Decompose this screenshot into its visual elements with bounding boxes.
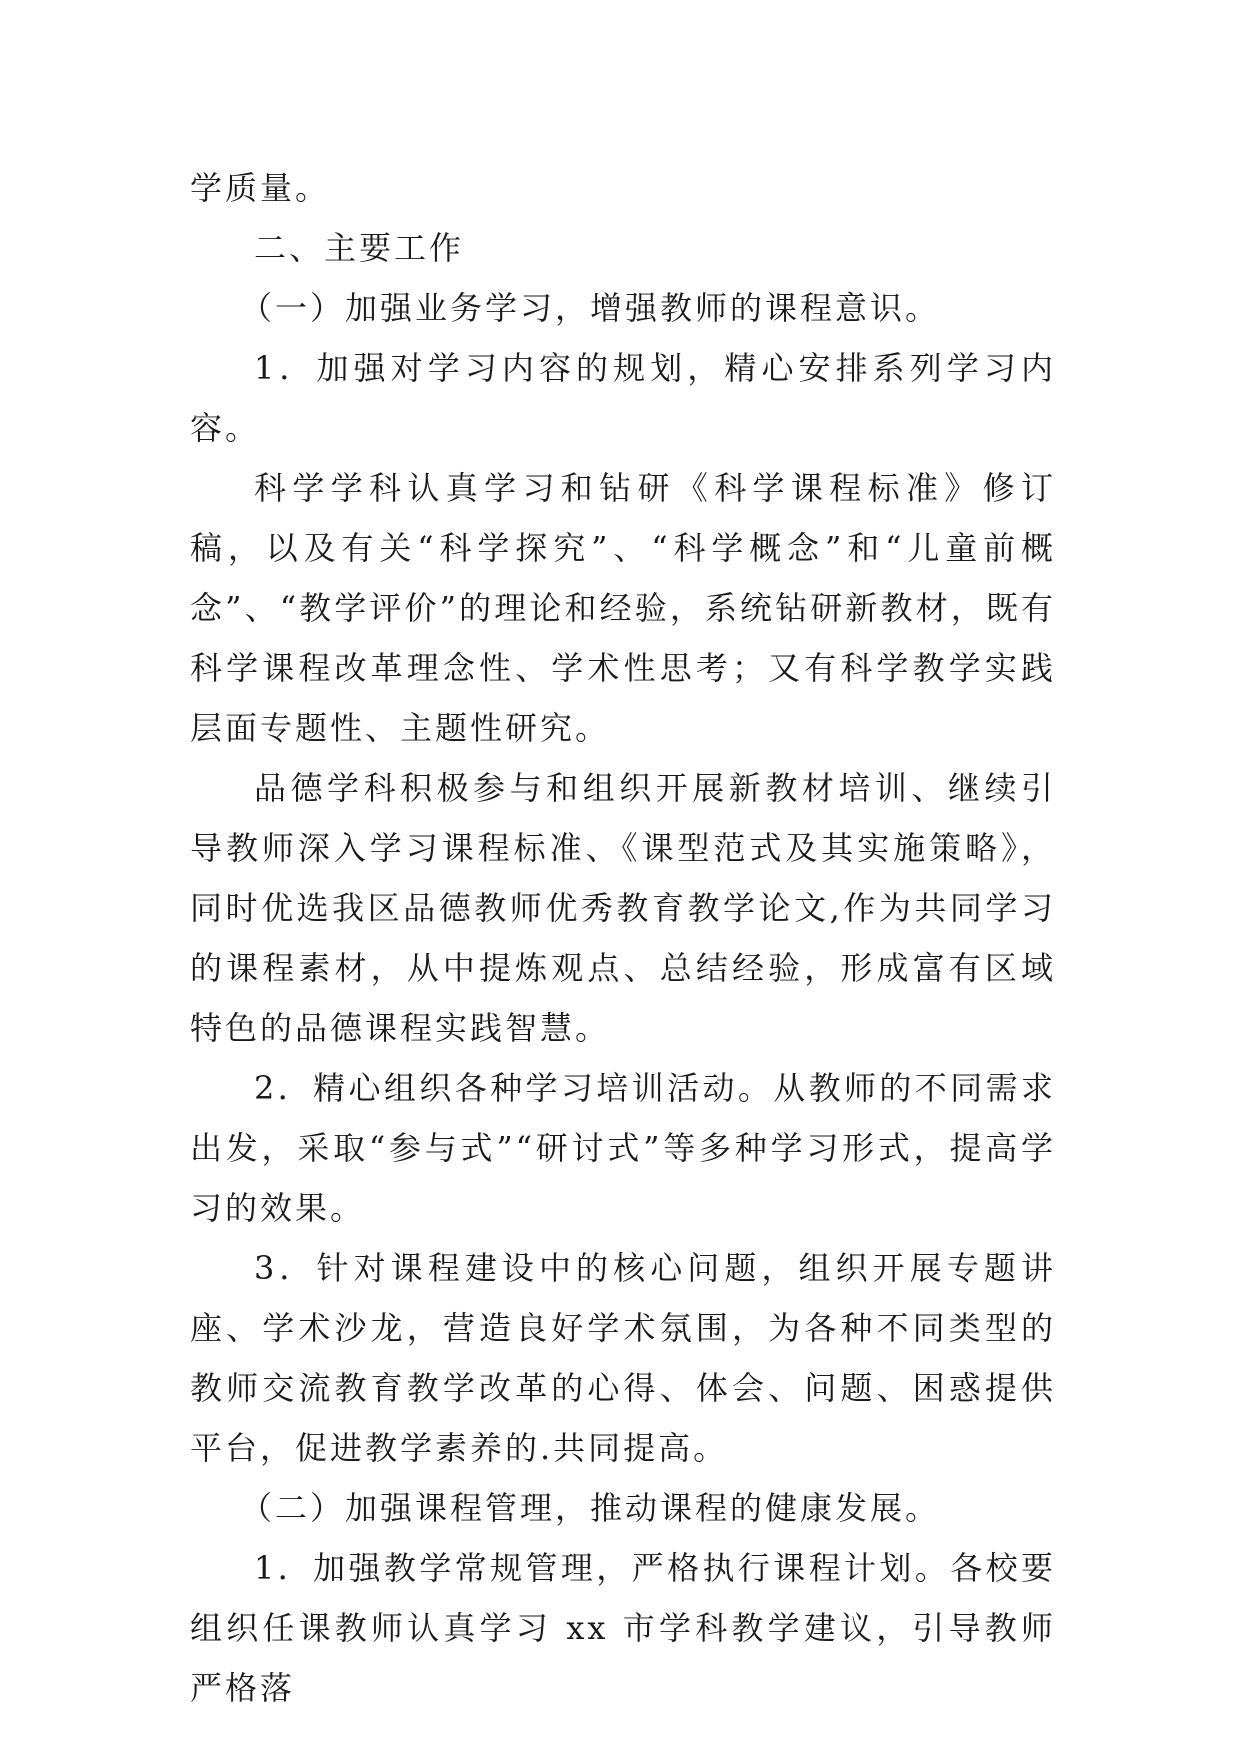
paragraph: 品德学科积极参与和组织开展新教材培训、继续引导教师深入学习课程标准、《课型范式及其实施策略》，同时优选我区品德教师优秀教育教学论文,作为共同学习的课程素材，从中提炼观点、总结经验，形成富有区域特色的品德课程实践智慧。 [190, 769, 1056, 1047]
paragraph: 科学学科认真学习和钻研《科学课程标准》修订稿，以及有关“科学探究”、“科学概念”和“儿童前概念”、“教学评价”的理论和经验，系统钻研新教材，既有科学课程改革理念性、学术性思考；又有科学教学实践层面专题性、主题性研究。 [190, 469, 1056, 747]
paragraph: 3．针对课程建设中的核心问题，组织开展专题讲座、学术沙龙，营造良好学术氛围，为各种不同类型的教师交流教育教学改革的心得、体会、问题、困惑提供平台，促进教学素养的.共同提高。 [190, 1249, 1056, 1467]
subsection-heading: （二）加强课程管理，推动课程的健康发展。 [240, 1489, 941, 1527]
document-body [190, 158, 1056, 1718]
paragraph: 1．加强教学常规管理，严格执行课程计划。各校要组织任课教师认真学习 xx 市学科教学建议，引导教师严格落 [190, 1549, 1056, 1707]
paragraph-continuation: 学质量。 [190, 169, 331, 207]
section-heading: 二、主要工作 [254, 229, 465, 267]
paragraph: 2．精心组织各种学习培训活动。从教师的不同需求出发，采取“参与式”“研讨式”等多种学习形式，提高学习的效果。 [190, 1069, 1056, 1227]
paragraph: 1．加强对学习内容的规划，精心安排系列学习内容。 [190, 349, 1056, 447]
subsection-heading: （一）加强业务学习，增强教师的课程意识。 [240, 289, 941, 327]
